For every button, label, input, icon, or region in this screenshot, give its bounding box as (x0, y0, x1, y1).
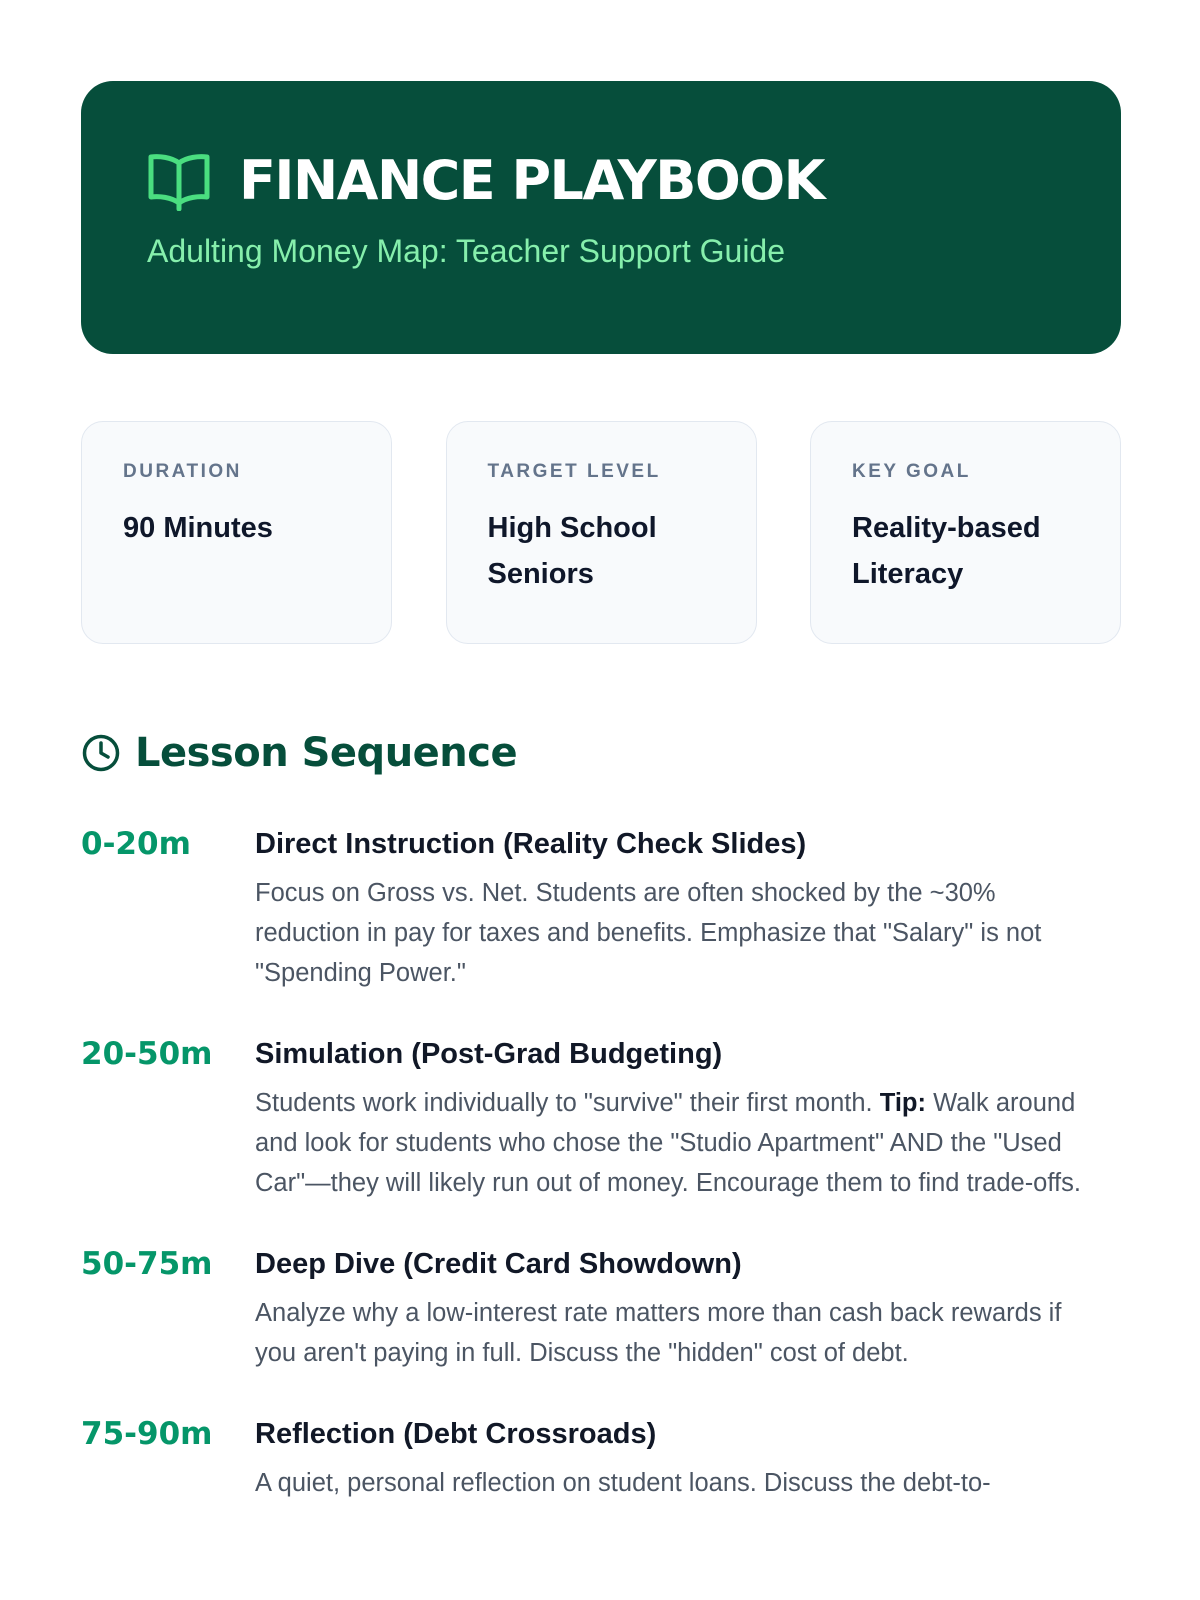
page-subtitle: Adulting Money Map: Teacher Support Guide (147, 233, 786, 269)
stat-label: TARGET LEVEL (487, 461, 661, 482)
step-body (255, 1243, 1100, 1373)
header-title-row (147, 145, 1055, 217)
step-description-text: Walk around and look for students who chose the "Studio Apartment" AND the "Used Car"—they will likely run out of money. Encourage them to find trade-offs. (255, 1089, 1081, 1197)
step-body (255, 1413, 1100, 1503)
step-title: Direct Instruction (Reality Check Slides) (255, 828, 807, 860)
step-time: 0-20m (81, 826, 191, 862)
stat-card-key-goal (810, 421, 1121, 644)
clock-icon (81, 733, 121, 773)
section-title: Lesson Sequence (135, 730, 518, 776)
lesson-sequence-header (81, 727, 1119, 779)
step-description: Analyze why a low-interest rate matters more than cash back rewards if you aren't paying in full. Discuss the "hidden" cost of debt. (255, 1299, 1062, 1367)
timeline-step (81, 1413, 1119, 1503)
step-title: Simulation (Post-Grad Budgeting) (255, 1038, 723, 1070)
step-title: Reflection (Debt Crossroads) (255, 1418, 657, 1450)
stat-value: Reality-based Literacy (852, 512, 1041, 590)
step-body (255, 1033, 1100, 1203)
step-time: 50-75m (81, 1246, 213, 1282)
step-description-text: Students work individually to "survive" their first month. (255, 1089, 880, 1117)
stat-card-duration (81, 421, 392, 644)
tip-label: Tip: (879, 1089, 926, 1117)
book-open-icon (147, 151, 211, 211)
stat-card-target-level (446, 421, 757, 644)
timeline-step (81, 1243, 1119, 1373)
lesson-timeline (81, 823, 1119, 1503)
timeline-step (81, 823, 1119, 993)
step-time: 20-50m (81, 1036, 213, 1072)
step-description: A quiet, personal reflection on student loans. Discuss the debt-to- (255, 1469, 991, 1497)
stats-row (81, 421, 1121, 644)
stat-label: DURATION (123, 461, 242, 482)
stat-value: 90 Minutes (123, 512, 273, 544)
page-title: FINANCE PLAYBOOK (239, 149, 825, 212)
header-banner (81, 81, 1121, 354)
timeline-step (81, 1033, 1119, 1203)
step-description (255, 1083, 1100, 1203)
stat-label: KEY GOAL (852, 461, 971, 482)
step-description: Focus on Gross vs. Net. Students are often shocked by the ~30% reduction in pay for taxes and benefits. Emphasize that "Salary" is not "Spending Power." (255, 879, 1042, 987)
step-time: 75-90m (81, 1416, 213, 1452)
step-body (255, 823, 1100, 993)
stat-value: High School Seniors (487, 512, 657, 590)
step-title: Deep Dive (Credit Card Showdown) (255, 1248, 742, 1280)
